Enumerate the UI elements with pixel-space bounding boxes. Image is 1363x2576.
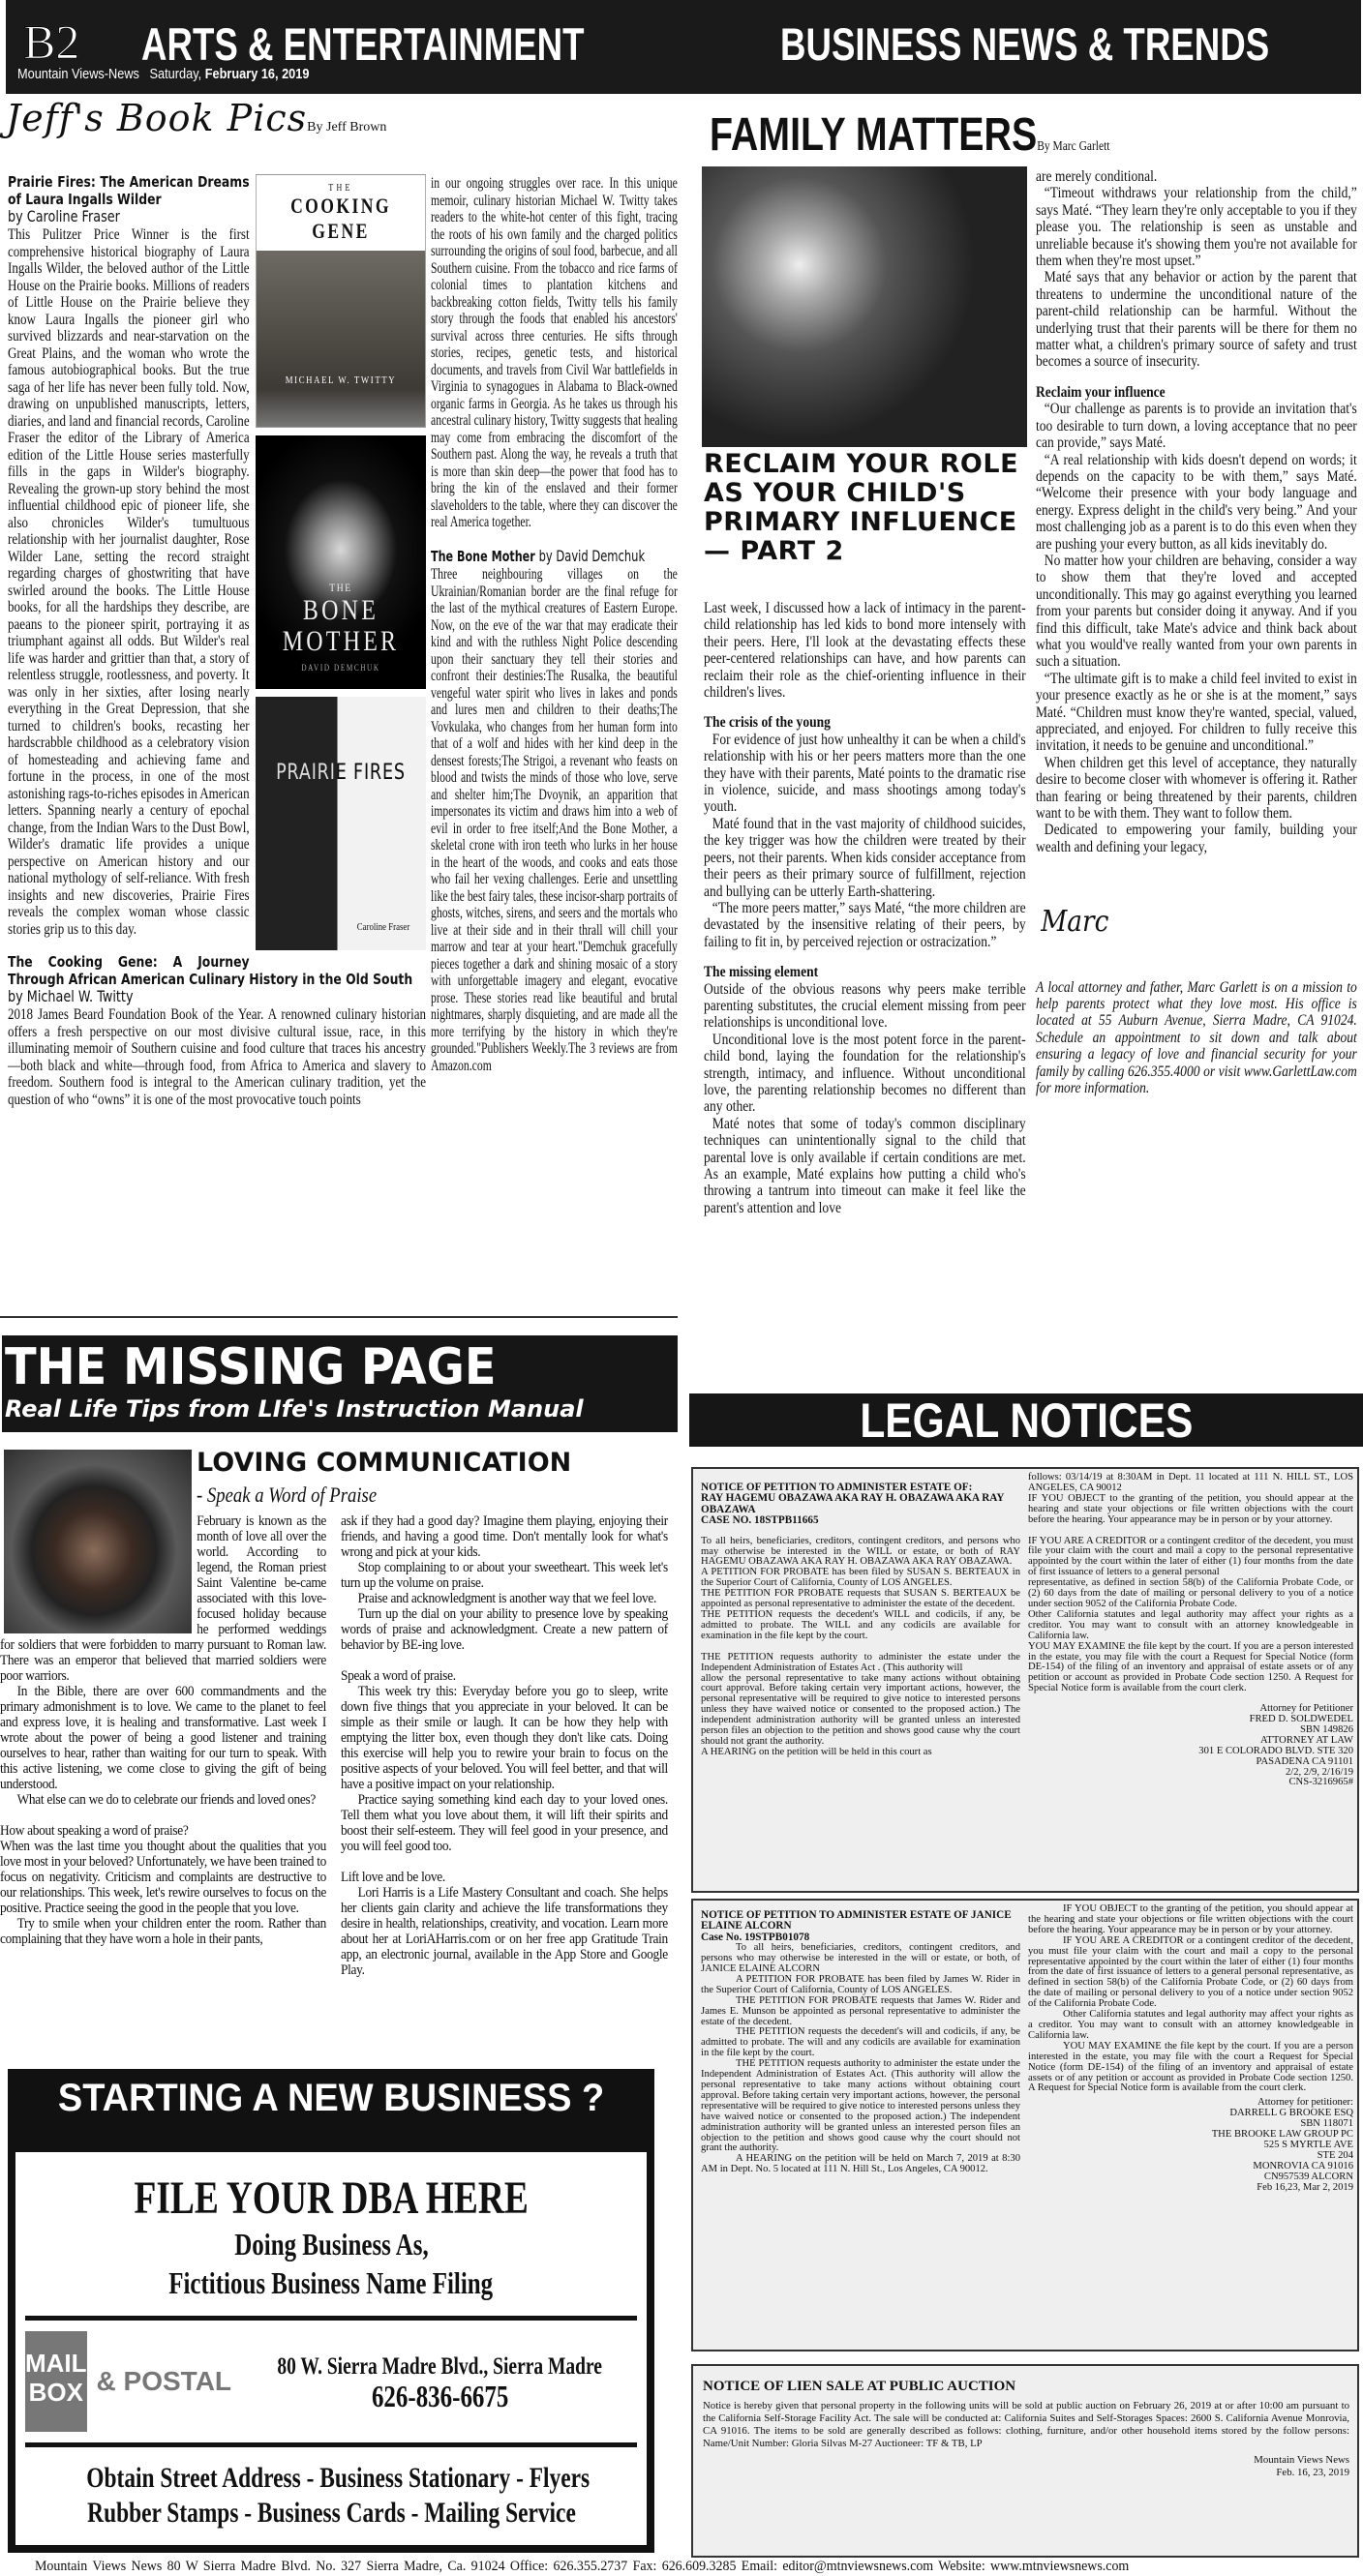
divider	[0, 1316, 678, 1318]
notice-line: A PETITION FOR PROBATE has been filed by SUSAN S. BERTEAUX in the Superior Court of California, County of LOS ANGELES.	[701, 1567, 1020, 1589]
paragraph: Praise and acknowledgment is another way that we feel love.	[357, 1590, 657, 1606]
page-footer: Mountain Views News 80 W Sierra Madre Blvd. No. 327 Sierra Madre, Ca. 91024 Office: 626.355.2737 Fax: 626.609.3285 Email: editor@mtnviewsnews.com Website: www.mtnviewsnews.com	[35, 2559, 1130, 2574]
column-inner	[8, 174, 426, 1107]
paper-name: Mountain Views-News	[17, 66, 139, 82]
notice-body: Notice is hereby given that personal property in the following units will be sold at public auction on February 26, 2019 at or after 10:00 am pursuant to the California Self-Storage Facility Act. The sale will be conducted at: California Suites and Self-Storages Spaces: 2600 S. California Avenue Monrovia, CA 91016. The items to be sold are generally described as follows: clothing, furniture, and/or other household items stored by the follow persons: Name/Unit Number: Gloria Silvas M-27 Auctioneer: TF & TB, LP	[703, 2400, 1349, 2450]
paragraph: Last week, I discussed how a lack of intimacy in the parent-child relationship has led kids to bond more intensely with their peers. Here, I'll look at the devastating effects these peer-centered relationships can have, and how parents can reclaim their role as the chief-orienting influence in their children's lives.	[704, 600, 1026, 702]
column-inner	[431, 174, 678, 1073]
notice-line: IF YOU ARE A CREDITOR or a contingent creditor of the decedent, you must file your claim with the court and mail a copy to the personal representative appointed by the court within the later of either (1) four months from the date of first issuance of letters to a general personal	[1028, 1535, 1354, 1578]
notice-line: A HEARING on the petition will be held on March 7, 2019 at 8:30 AM in Dept. No. 5 located at 111 N. Hill St., Los Angeles, CA 90012.	[701, 2153, 1020, 2175]
article-column-1	[704, 600, 1026, 1216]
services-line: Obtain Street Address - Business Stationary - Flyers	[86, 2462, 591, 2494]
notice-line: To all heirs, beneficiaries, creditors, contingent creditors, and persons who may otherwise be interested in the WILL or estate, or both of RAY HAGEMU OBAZAWA AKA RAY H. OBAZAWA AKA RAY OBAZAWA.	[701, 1535, 1020, 1568]
paragraph: “Our challenge as parents is to provide an invitation that's too desirable to turn down, a loving acceptance that no peer can provide,” says Maté.	[1036, 401, 1357, 452]
notice-line: STE 204	[1317, 2149, 1353, 2161]
ad-address: 80 W. Sierra Madre Blvd., Sierra Madre	[277, 2352, 602, 2380]
section-heading: Reclaim your influence	[1036, 383, 1166, 401]
notice-line: FRED D. SOLDWEDEL	[1249, 1714, 1353, 1725]
notice-line: RAY HAGEMU OBAZAWA AKA RAY H. OBAZAWA AKA RAY OBAZAWA	[701, 1492, 1004, 1515]
book-title-text: The Bone Mother	[431, 547, 535, 565]
book-cover-bone-mother	[256, 435, 426, 689]
column-byline: By Marc Garlett	[1037, 139, 1110, 154]
ad-address-block	[231, 2352, 648, 2411]
paragraph: Maté notes that some of today's common disciplinary techniques can unintentionally signal to the child that parental love is only available if certain conditions are met. As an example, Maté explains how putting a child who's throwing a tantrum into timeout can make it feel like the parent's attention and love	[704, 1115, 1026, 1216]
jeff-column-b	[431, 174, 678, 1073]
ad-subline: Doing Business As,	[233, 2227, 429, 2261]
book-review: Three neighbouring villages on the Ukrainian/Romanian border are the final refuge for the last of the mythical creatures of Eastern Europe. Now, on the eve of the war that may eradicate their kind and with the ruthless Night Police descending upon their sanctuary they tell their stories and confront their destinies:The Rusalka, the beautiful vengeful water spirit who lives in lakes and ponds and lures men and children to their deaths;The Vovkulaka, who changes from her human form into that of a wolf and hides with her kind deep in the densest forests;The Strigoi, a revenant who feasts on blood and twists the minds of those who love, serve and shelter him;The Dvoynik, an apparition that impersonates its victim and draws him into a web of evil in order to free itself;And the Bone Mother, a skeletal crone with iron teeth who lurks in her house in the heart of the woods, and cooks and eats those who fail her vexing challenges. Eerie and unsettling like the best fairy tales, these incisor-sharp portraits of ghosts, witches, sirens, and seers and the mortals who live at their side and in their thrall will chill your marrow and tear at your heart."Demchuk gracefully pieces together a dark and shining mosaic of a story with unforgettable imagery and elegant, evocative prose. These stories read like beautiful and brutal nightmares, sharply disquieting, and are made all the more terrifying by the history in which they're grounded."Publishers Weekly.The 3 reviews are from Amazon.com	[431, 564, 678, 1074]
paragraph: Practice saying something kind each day to your loved ones. Tell them what you love about them, it will lift their spirits and boost their self-esteem. They will feel good in your presence, and you will feel good too.	[341, 1791, 668, 1854]
issue-date: February 16, 2019	[204, 66, 310, 82]
paragraph: Try to smile when your children enter the room. Rather than complaining that they have worn a hole in their pants,	[0, 1915, 327, 1947]
cover-author: DAVID DEMCHUK	[301, 663, 380, 673]
notice-line: NOTICE OF PETITION TO ADMINISTER ESTATE OF:	[701, 1482, 973, 1493]
masthead	[6, 0, 1361, 94]
paragraph: Lori Harris is a Life Mastery Consultant and coach. She helps her clients gain clarity and achieve the life transformations they desire in health, relationships, creativity, and vocation. Learn more about her at LoriAHarris.com or on her free app Gratitude Train app, an electronic journal, available in the App Store and Google Play.	[341, 1884, 668, 1978]
article-headline: RECLAIM YOUR ROLE AS YOUR CHILD'S PRIMARY INFLUENCE— PART 2	[704, 449, 1019, 566]
notice-line: 2/2, 2/9, 2/16/19	[1285, 1766, 1353, 1778]
mailbox-logo	[25, 2331, 87, 2432]
paragraph: “Timeout withdraws your relationship from the child,” says Maté. “They learn they're only acceptable to you if they please you. The relationship is seen as unstable and unreliable because it's showing them you're not available for them when they're most upset.”	[1036, 185, 1357, 270]
notice-body	[701, 1943, 1020, 2175]
book-review-continued: in our ongoing struggles over race. In this unique memoir, culinary historian Michael W. Twitty takes readers to the white-hot center of this fight, tracing the roots of his own family and the charged politics surrounding the origins of soul food, barbecue, and all Southern cuisine. From the tobacco and rice farms of colonial times to plantation kitchens and backbreaking cotton fields, Twitty tells his family story through the foods that enabled his ancestors' survival across three centuries. He sifts through stories, recipes, genetic tests, and historical documents, and travels from Civil War battlefields in Virginia to synagogues in Alabama to Black-owned organic farms in Georgia. As he takes us through his ancestral culinary history, Twitty suggests that healing may come from embracing the discomfort of the Southern past. Along the way, he reveals a truth that is more than skin deep—the power that food has to bring the kin of the enslaved and their former slaveholders to the table, where they can discover the real America together.	[431, 173, 678, 530]
book-cover-prairie-fires	[256, 697, 426, 950]
jeff-column-title	[6, 97, 386, 139]
section-title-business: BUSINESS NEWS & TRENDS	[780, 18, 1270, 70]
notice-content	[703, 2370, 1349, 2479]
banner-title: LEGAL NOTICES	[860, 1393, 1193, 1448]
logo-text: MAIL	[25, 2349, 87, 2378]
section-title-arts: ARTS & ENTERTAINMENT	[141, 18, 585, 70]
notice-line: Other California statutes and legal authority may affect your rights as a creditor. You may want to consult with an attorney knowledgeable in California law.	[1028, 1608, 1353, 1641]
notice-body	[1028, 1904, 1353, 2094]
notice-line: PASADENA CA 91101	[1256, 1755, 1353, 1767]
jeff-column-a	[8, 174, 426, 1107]
book-author: by Michael W. Twitty	[8, 987, 134, 1005]
notice-line: THE PETITION requests authority to administer the estate under the Independent Administration of Estates Act . (This authority will	[701, 1651, 1020, 1673]
notice-column-right	[1028, 1473, 1353, 1788]
paragraph: ask if they had a good day? Imagine them playing, enjoying their friends, and having a good time. Don't mentally look for what's wrong and pick at your kids.	[341, 1513, 668, 1560]
article-headline: LOVING COMMUNICATION	[197, 1448, 572, 1478]
notice-line: 525 S MYRTLE AVE	[1263, 2139, 1353, 2150]
notice-column-left	[701, 1473, 1020, 1758]
article-paragraphs	[1036, 168, 1357, 855]
section-heading: The missing element	[704, 964, 819, 981]
notice-line: DARRELL G BROOKE ESQ	[1229, 2108, 1353, 2119]
notice-line: To all heirs, beneficiaries, creditors, contingent creditors, and persons who may otherwise be interested in the will or estate, or both, of JANICE ELAINE ALCORN	[701, 1942, 1020, 1975]
legal-notice-lien-sale	[691, 2364, 1359, 2558]
paragraph: Outside of the obvious reasons why peers make terrible parenting substitutes, the crucial element missing from peer relationships is unconditional love.	[704, 980, 1026, 1032]
banner-title: THE MISSING PAGE	[5, 1338, 497, 1396]
dba-advertisement	[8, 2069, 654, 2553]
notice-line: Feb 16,23, Mar 2, 2019	[1257, 2181, 1353, 2193]
issue-day: Saturday,	[149, 66, 202, 82]
cover-author: MICHAEL W. TWITTY	[285, 374, 397, 386]
notice-line: SBN 118071	[1300, 2118, 1353, 2130]
missing-page-banner	[2, 1335, 678, 1432]
notice-signature	[703, 2454, 1349, 2479]
notice-line: Mountain Views News	[1254, 2454, 1349, 2467]
ad-headline: FILE YOUR DBA HERE	[134, 2172, 529, 2224]
book-cover-cooking-gene	[256, 174, 426, 428]
logo-text: BOX	[28, 2378, 83, 2407]
legal-notice-alcorn	[691, 1899, 1359, 2351]
author-signature: Marc	[1041, 905, 1109, 940]
cover-title: COOKING GENE	[290, 194, 391, 243]
notice-line: allow the personal representative to take many actions without obtaining court approval. Before taking certain very important actions, however, the personal representative will be required to give notice to interested persons unless they have waived notice or consented to the proposed action.) The independent administration authority will be granted unless an interested person files an objection to the petition and shows good cause why the court should not grant the authority.	[701, 1672, 1020, 1747]
logo-postal: & POSTAL	[96, 2366, 232, 2396]
notice-line: Attorney for Petitioner	[1259, 1703, 1353, 1715]
notice-body	[701, 1537, 1020, 1758]
paragraph: In the Bible, there are over 600 commandments and the primary admonishment is to love. We came to the planet to feel and express love, it is healing and transformative. Last week I wrote about the power of being a good listener and training ourselves to hear, rather than waiting for our turn to speak. With this active listening, we come close to giving the gift of being understood.	[0, 1683, 327, 1792]
paragraph: Lift love and be love.	[341, 1869, 445, 1885]
notice-signature	[1028, 2098, 1353, 2193]
book-title	[431, 548, 678, 566]
notice-line: NOTICE OF PETITION TO ADMINISTER ESTATE OF JANICE ELAINE ALCORN	[701, 1909, 1012, 1932]
ad-subline: Fictitious Business Name Filing	[168, 2265, 494, 2300]
notice-line: YOU MAY EXAMINE the file kept by the court. If you are a person interested in the estate, you may file with the court a Request for Special Notice (form DE-154) of the filing of an inventory and appraisal of estate assets or of any petition or account as provided in Probate Code section 1250. A Request for Special Notice form is available from the court clerk.	[1028, 2040, 1353, 2094]
book-author: by David Demchuk	[538, 546, 646, 565]
dateline	[17, 66, 309, 82]
paragraph: Maté found that in the vast majority of childhood suicides, the key trigger was how the children were treated by their peers, not their parents. When kids consider acceptance from their peers as their primary source of fulfillment, rejection and bullying can be utterly Earth-shattering.	[704, 815, 1026, 900]
column-byline: By Jeff Brown	[307, 120, 387, 135]
notice-line: IF YOU ARE A CREDITOR or a contingent creditor of the decedent, you must file your claim with the court and mail a copy to the personal representative appointed by the court within the later of either (1) four months from the date of first issuance of letters to a general personal representative, as defined in section 58(b) of the California Probate Code, or (2) 60 days from the date of mailing or personal delivery to you of a notice under section 9052 of the California Probate Code.	[1028, 1934, 1353, 2010]
article-subhead: - Speak a Word of Praise	[197, 1483, 378, 1507]
author-bio: A local attorney and father, Marc Garlett is on a mission to help parents protect what they love most. His office is located at 55 Auburn Avenue, Sierra Madre, CA 91024. Schedule an appointment to sit down and talk about ensuring a legacy of love and financial security for your family by calling 626.355.4000 or visit www.GarlettLaw.com for more information.	[1036, 978, 1357, 1097]
article-column-2	[1036, 168, 1357, 1097]
cover-text: THE	[329, 581, 352, 594]
paragraph: No matter how your children are behaving, consider a way to show them that they're loved and accepted unconditionally. This may go against everything you learned from your parents but consider doing it anyway. And if you find this difficult, take Mate's advice and think back about what you would've really wanted from your own parents in such a situation.	[1036, 552, 1357, 671]
article-column-2	[341, 1513, 668, 1978]
column-title: Jeff's Book Pics	[6, 97, 308, 139]
family-matters-title	[710, 108, 1109, 162]
notice-line: THE PETITION FOR PROBATE requests that James W. Rider and James E. Munson be appointed as personal representative to administer the estate of the decedent.	[701, 1994, 1020, 2027]
photo-spacer	[0, 1513, 197, 1637]
paragraph: Speak a word of praise.	[341, 1667, 456, 1684]
notice-line: YOU MAY EXAMINE the file kept by the court. If you are a person interested in the estate, you may file with the court a Request for Special Notice (form DE-154) of the filing of an inventory and appraisal of estate assets or of any petition or account as provided in Probate Code section 1250. A Request for Special Notice form is available from the court clerk.	[1028, 1640, 1353, 1694]
notice-line: Feb. 16, 23, 2019	[1276, 2467, 1349, 2479]
paragraph: “The ultimate gift is to make a child feel invited to exist in your presence exactly as he or she is at the moment,” says Maté. “Children must know they're wanted, special, valued, appreciated, and enjoyed. For children to fully receive this invitation, it needs to be genuine and unconditional.”	[1036, 670, 1357, 755]
notice-line: IF YOU OBJECT to the granting of the petition, you should appear at the hearing and state your objections or file written objections with the court before the hearing. Your appearance may be in person or by your attorney.	[1028, 1492, 1353, 1525]
paragraph: February is known as the month of love all over the world. According to legend, the Roman priest Saint Valentine be-came associated with this love-focused holiday because he performed weddings for soldiers that were forbidden to marry pursuant to Roman law. There was an emperor that believed that married soldiers were poor warriors.	[0, 1513, 327, 1684]
paragraph: Unconditional love is the most potent force in the parent-child bond, laying the foundation for the relationship's strength, intimacy, and influence. Without unconditional love, the parenting relationship becomes no different than any other.	[704, 1031, 1026, 1116]
divider	[25, 2442, 637, 2447]
paragraph: When was the last time you thought about the qualities that you love most in your beloved? Unfortunately, we have been trained to focus on negativity. Criticism and complaints are destructive to our relationships. This week, let's rewire ourselves to focus on the positive. Practice seeing the good in the people that you love.	[0, 1838, 327, 1916]
ad-phone: 626-836-6675	[371, 2378, 508, 2413]
notice-line: ATTORNEY AT LAW	[1259, 1734, 1353, 1746]
paragraph: How about speaking a word of praise?	[0, 1822, 189, 1839]
page-number: B2	[23, 15, 80, 69]
notice-signature	[1028, 1704, 1353, 1788]
paragraph: Stop complaining to or about your sweetheart. This week let's turn up the volume on praise.	[341, 1559, 668, 1591]
paragraph: “A real relationship with kids doesn't depend on words; it depends on the capacity to be with them,” says Maté. “Welcome their presence with your body language and energy. Express delight in the child's very being.” And your most challenging job as a parent is to do this even when they are pushing your every button, as all kids inevitably do.	[1036, 451, 1357, 553]
article-paragraphs	[341, 1513, 668, 1978]
notice-title	[701, 1483, 1020, 1527]
article-paragraphs	[704, 600, 1026, 1216]
notice-line: representative, as defined in section 58(b) of the California Probate Code, or (2) 60 days from the date of mailing or personal delivery to you of a notice under section 9052 of the California Probate Code.	[1028, 1577, 1353, 1609]
banner-subtitle: Real Life Tips from LIfe's Instruction Manual	[5, 1395, 584, 1423]
notice-line: A HEARING on the petition will be held in this court as	[701, 1746, 932, 1757]
notice-body	[1028, 1473, 1353, 1694]
notice-line: IF YOU OBJECT to the granting of the petition, you should appear at the hearing and state your objections or file written objections with the court before the hearing. Your appearance may be in person or by your attorney.	[1028, 1903, 1353, 1935]
notice-line: CN957539 ALCORN	[1263, 2171, 1353, 2182]
notice-line: Attorney for petitioner:	[1257, 2097, 1353, 2109]
notice-line: THE PETITION requests authority to administer the estate under the Independent Administration of Estates Act. (This authority will allow the personal representative to take many actions without obtaining court approval. Before taking certain very important actions, however, the personal representative will be required to give notice to interested persons unless they have waived notice or consented to the proposed action.) The independent administration authority will be granted unless an interested person files an objection to the petition and shows good cause why the court should not grant the authority.	[701, 2058, 1020, 2154]
family-photo	[702, 166, 1027, 447]
services-line: Rubber Stamps - Business Cards - Mailing Service	[86, 2497, 576, 2529]
ad-banner-text: STARTING A NEW BUSINESS ?	[57, 2077, 605, 2119]
notice-line: THE PETITION requests the decedent's will and codicils, if any, be admitted to probate. The will and any codicils are available for examination in the file kept by the court.	[701, 2026, 1020, 2059]
paragraph: are merely conditional.	[1036, 168, 1158, 185]
notice-line: SBN 149826	[1299, 1723, 1353, 1735]
notice-line: Other California statutes and legal authority may affect your rights as a creditor. You may want to consult with an attorney knowledgeable in California law.	[1028, 2009, 1353, 2041]
legal-notices-banner	[689, 1393, 1363, 1447]
book-review: This Pulitzer Price Winner is the first comprehensive historical biography of Laura Ingalls Wilder, the beloved author of the Little House on the Prairie books. Millions of readers of Little House on the Prairie believe they know Laura Ingalls the pioneer girl who survived blizzards and near-starvation on the Great Plains, and the woman who wrote the famous autobiographical books. But the true saga of her life has never been fully told. Now, drawing on unpublished manuscripts, letters, diaries, and land and financial records, Caroline Fraser the editor of the Library of America edition of the Little House series masterfully fills in the gaps in Wilder's biography. Revealing the grown-up story behind the most influential childhood epic of pioneer life, she also chronicles Wilder's tumultuous relationship with her journalist daughter, Rose Wilder Lane, setting the record straight regarding charges of ghostwriting that have swirled around the books. The Little House books, for all the hardships they describe, are paeans to the pioneer spirit, portraying it as triumphant against all odds. But Wilder's real life was harder and grittier than that, a story of relentless struggle, rootlessness, and poverty. It was only in her sixties, after losing nearly everything in the Great Depression, that she turned to children's books, recasting her hardscrabble childhood as a celebratory vision of homesteading and achieving fame and fortune in the process, in one of the most astonishing rags-to-riches episodes in American letters. Spanning nearly a century of epochal change, from the Indian Wars to the Dust Bowl, Wilder's dramatic life provides a unique perspective on American history and our national mythology of self-reliance. With fresh insights and new discoveries, Prairie Fires reveals the complex woman whose classic stories grip us to this day.	[8, 225, 250, 938]
cover-author: Caroline Fraser	[356, 921, 410, 933]
notice-title	[701, 1910, 1020, 1943]
cover-title: PRAIRIE FIRES	[276, 761, 406, 785]
notice-column-right	[1028, 1904, 1353, 2193]
cover-title: BONE MOTHER	[282, 594, 400, 657]
paragraph: When children get this level of acceptance, they naturally desire to become closer with whomever is offering it. Rather than fearing or being threatened by their parents, children want to be with them. They want to follow them.	[1036, 754, 1357, 823]
ad-contact	[15, 2334, 647, 2429]
column-inner	[1036, 168, 1357, 1097]
section-heading: The crisis of the young	[704, 714, 831, 732]
notice-column-left	[701, 1904, 1020, 2175]
divider	[25, 2316, 637, 2321]
notice-line: 301 E COLORADO BLVD. STE 320	[1198, 1745, 1353, 1756]
notice-line: MONROVIA CA 91016	[1253, 2160, 1353, 2172]
notice-line: follows: 03/14/19 at 8:30AM in Dept. 11 located at 111 N. HILL ST., LOS ANGELES, CA 90012	[1028, 1472, 1353, 1493]
paragraph: “The more peers matter,” says Maté, “the more children are devastated by the insensitive relating of their peers, by failing to fit in, by perceived rejection or ostracization.”	[704, 899, 1026, 950]
notice-line: Case No. 19STPB01078	[701, 1931, 810, 1943]
paragraph: For evidence of just how unhealthy it can be when a child's relationship with his or her peers matters more than the one they have with their parents, Maté points to the dramatic rise in violence, suicide, and mass shootings among today's youth.	[704, 731, 1026, 816]
notice-line: CNS-3216965#	[1288, 1777, 1353, 1788]
book-title: The Cooking Gene: A Journey Through African American Culinary History in the Old South	[8, 953, 413, 988]
ad-banner	[15, 2077, 647, 2152]
book-covers	[256, 174, 426, 958]
paragraph: Maté says that any behavior or action by the parent that threatens to undermine the unconditional nature of the parent-child relationship can be harmful. Without the underlying trust that their parents will be there for them no matter what, a children's primary source of safety and trust becomes a source of insecurity.	[1036, 269, 1357, 371]
article-column-1	[0, 1513, 326, 1947]
notice-line: THE BROOKE LAW GROUP PC	[1211, 2129, 1353, 2141]
book-title: Prairie Fires: The American Dreams of Laura Ingalls Wilder	[8, 173, 250, 208]
notice-line: CASE NO. 18STPB11665	[701, 1514, 819, 1527]
notice-title: NOTICE OF LIEN SALE AT PUBLIC AUCTION	[703, 2379, 1016, 2394]
book-review: 2018 James Beard Foundation Book of the Year. A renowned culinary historian offers a fresh perspective on our most divisive cultural issue, race, in this illuminating memoir of Southern cuisine and food culture that traces his ancestry—both black and white—through food, from Africa to America and slavery to freedom. Southern food is integral to the American culinary tradition, yet the question of who “owns” it is one of the most provocative touch points	[8, 1004, 426, 1108]
paragraph: This week try this: Everyday before you go to sleep, write down five things that you appreciate in your beloved. It can be simple as their smile or laugh. It can be how they help with emptying the litter box, even though they don't like cats. Doing this exercise will help you to rewire your brain to focus on the positive aspects of your beloved. You will feel better, and that will have a positive impact on your relationship.	[341, 1683, 668, 1792]
column-inner	[0, 1513, 326, 1947]
legal-notice-obazawa	[691, 1467, 1359, 1893]
cover-text: THE	[328, 183, 353, 194]
notice-line: A PETITION FOR PROBATE has been filed by James W. Rider in the Superior Court of California, County of LOS ANGELES.	[701, 1973, 1020, 1995]
notice-line: THE PETITION FOR PROBATE requests that SUSAN S. BERTEAUX be appointed as personal representative to administer the estate of the decedent.	[701, 1588, 1020, 1610]
paragraph: Dedicated to empowering your family, building your wealth and defining your legacy,	[1036, 822, 1357, 855]
paragraph: Turn up the dial on your ability to presence love by speaking words of praise and acknowledgment. Create a new pattern of behavior by BE-ing love.	[341, 1605, 668, 1653]
paragraph: What else can we do to celebrate our friends and loved ones?	[16, 1791, 317, 1808]
column-title: FAMILY MATTERS	[710, 109, 1038, 161]
notice-line: THE PETITION requests the decedent's WILL and codicils, if any, be admitted to probate. The WILL and any codicils are available for examination in the file kept by the court.	[701, 1608, 1020, 1641]
book-author: by Caroline Fraser	[8, 207, 120, 225]
ad-services	[15, 2461, 647, 2531]
